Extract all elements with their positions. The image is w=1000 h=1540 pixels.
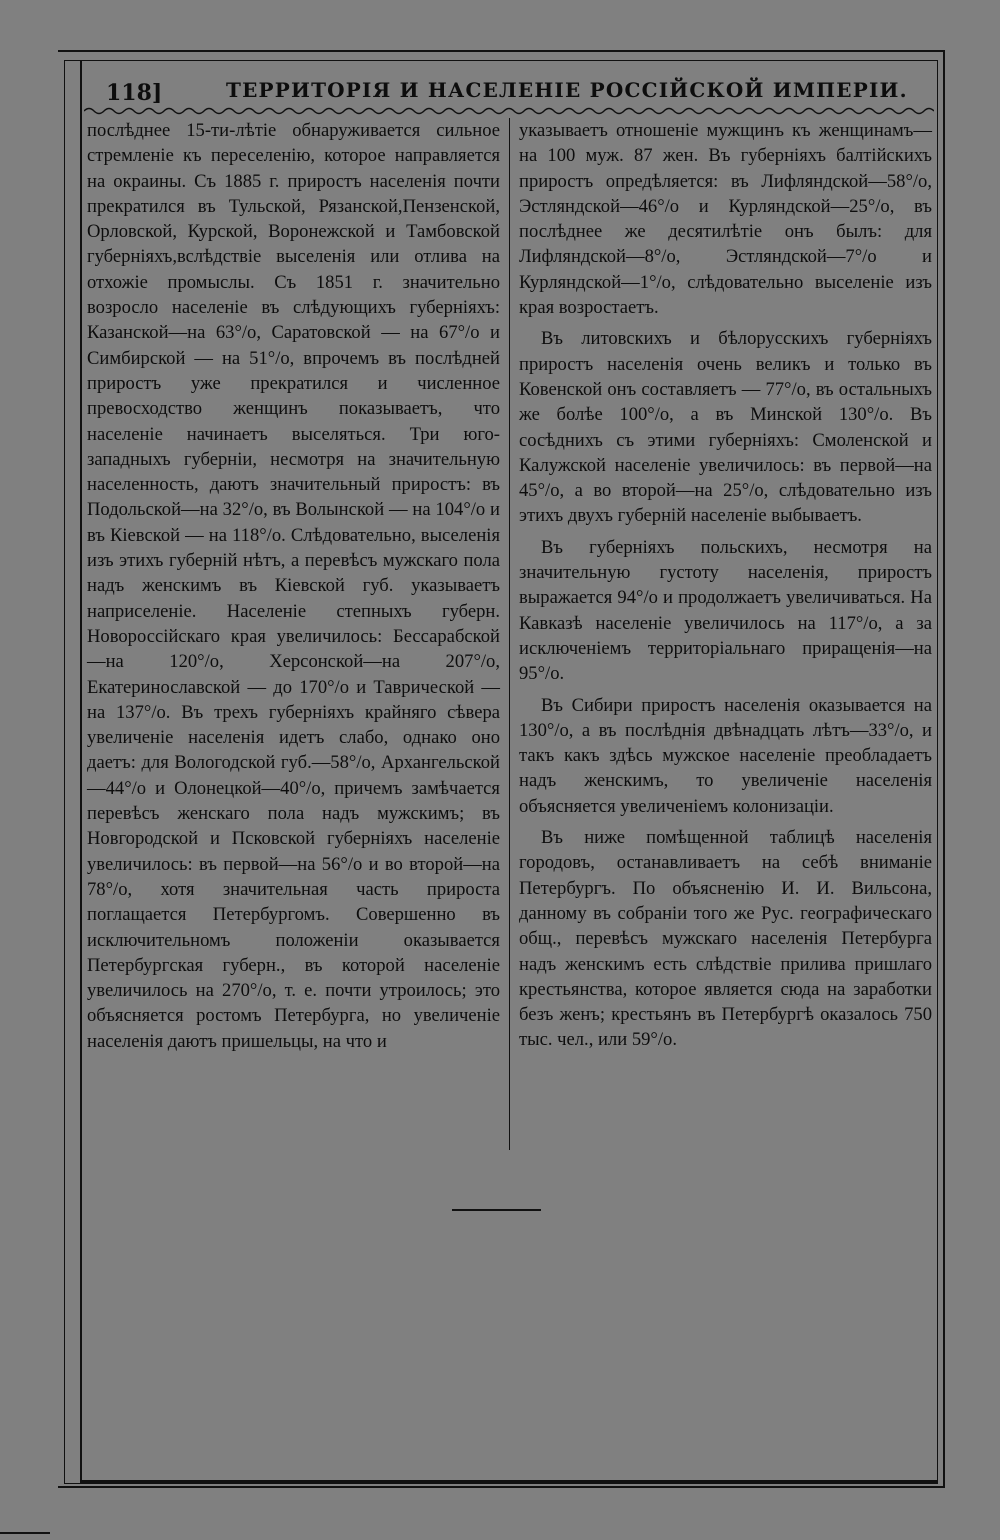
column-divider	[509, 118, 510, 1150]
frame-left-rule	[80, 60, 82, 1484]
right-paragraph-2: Въ литовскихъ и бѣлорусскихъ губерніяхъ приростъ населенія очень великъ и только въ Ковенской онъ составляетъ — 77°/о, въ остальныхъ же болѣе 100°/о, а въ Минской 130°/о. Въ сосѣднихъ съ этими губерніяхъ: Смоленской и Калужской населеніе увеличилось: въ первой—на 45°/о, а во второй—на 25°/о, слѣдовательно изъ этихъ двухъ губерній населеніе выбываетъ.	[519, 328, 932, 527]
right-paragraph-3: Въ губерніяхъ польскихъ, несмотря на значительную густоту населенія, приростъ выражается 94°/о и продолжаетъ увеличиваться. На Кавказѣ населеніе увеличилось на 117°/о, а за исключеніемъ территоріальнаго приращенія—на 95°/о.	[519, 536, 932, 685]
running-title: ТЕРРИТОРІЯ И НАСЕЛЕНІЕ РОССІЙСКОЙ ИМПЕРІИ.	[226, 78, 908, 102]
right-paragraph-5: Въ ниже помѣщенной таблицѣ населенія городовъ, останавливаетъ на себѣ вниманіе Петербургъ. По объясненію И. И. Вильсона, данному въ собраніи того же Рус. географическаго общ., перевѣсъ мужскаго населенія Петербурга надъ женскимъ есть слѣдствіе прилива пришлаго крестьянства, которое является сюда на заработки безъ женъ; крестьянъ въ Петербургѣ оказалось 750 тыс. чел., или 59°/о.	[519, 827, 932, 1051]
page-number: 118]	[106, 80, 163, 106]
left-text-column	[87, 118, 500, 1054]
right-paragraph-4: Въ Сибири приростъ населенія оказывается на 130°/о, а въ послѣднія двѣнадцать лѣтъ—33°/о, и такъ какъ здѣсь мужское населеніе преобладаетъ надъ женскимъ, то увеличеніе населенія объясняется увеличеніемъ колонизаціи.	[519, 694, 932, 817]
wavy-separator-rule	[84, 104, 934, 118]
end-of-text-rule	[452, 1209, 541, 1211]
frame-bottom-rule	[80, 1480, 938, 1483]
right-paragraph-1: указываетъ отношеніе мужщинъ къ женщинамъ—на 100 муж. 87 жен. Въ губерніяхъ балтійскихъ приростъ опредѣляется: въ Лифляндской—58°/о, Эстляндской—46°/о и Курляндской—25°/о, въ послѣднее же десятилѣтіе онъ былъ: для Лифляндской—8°/о, Эстляндской—7°/о и Курляндской—1°/о, слѣдовательно выселеніе изъ края возростаетъ.	[519, 120, 932, 319]
corner-scan-mark	[0, 1532, 50, 1534]
right-text-column	[519, 118, 932, 1053]
left-paragraph-1: послѣднее 15-ти-лѣтіе обнаруживается сильное стремленіе къ переселенію, которое направляется на окраины. Съ 1885 г. приростъ населенія почти прекратился въ Тульской, Рязанской,Пензенской, Орловской, Курской, Воронежской и Тамбовской губерніяхъ,вслѣдствіе выселенія или отлива на отхожіе промыслы. Съ 1851 г. значительно возросло населеніе въ слѣдующихъ губерніяхъ: Казанской—на 63°/о, Саратовской — на 67°/о и Симбирской — на 51°/о, впрочемъ въ послѣдней приростъ уже прекратился и численное превосходство женщинъ показываетъ, что населеніе начинаетъ выселяться. Три юго-западныхъ губерніи, несмотря на значительную населенность, даютъ значительный приростъ: въ Подольской—на 32°/о, въ Волынской — на 104°/о и въ Кіевской — на 118°/о. Слѣдовательно, выселенія изъ этихъ губерній нѣтъ, а перевѣсъ мужскаго пола надъ женскимъ въ Кіевской губ. указываетъ наприселеніе. Населеніе степныхъ губерн. Новороссійскаго края увеличилось: Бессарабской—на 120°/о, Херсонской—на 207°/о, Екатеринославской — до 170°/о и Таврической — на 137°/о. Въ трехъ губерніяхъ крайняго сѣвера увеличеніе населенія идетъ слабо, однако оно даетъ: для Вологодской губ.—58°/о, Архангельской—44°/о и Олонецкой—40°/о, причемъ замѣчается перевѣсъ женскаго пола надъ мужскимъ; въ Новгородской и Псковской губерніяхъ населеніе увеличилось: въ первой—на 56°/о и во второй—на 78°/о, хотя значительная часть прироста поглащается Петербургомъ. Совершенно въ исключительномъ положеніи оказывается Петербургская губерн., въ которой населеніе увеличилось на 270°/о, т. е. почти утроилось; это объясняется ростомъ Петербурга, но увеличеніе населенія даютъ пришельцы, на что и	[87, 120, 500, 1052]
